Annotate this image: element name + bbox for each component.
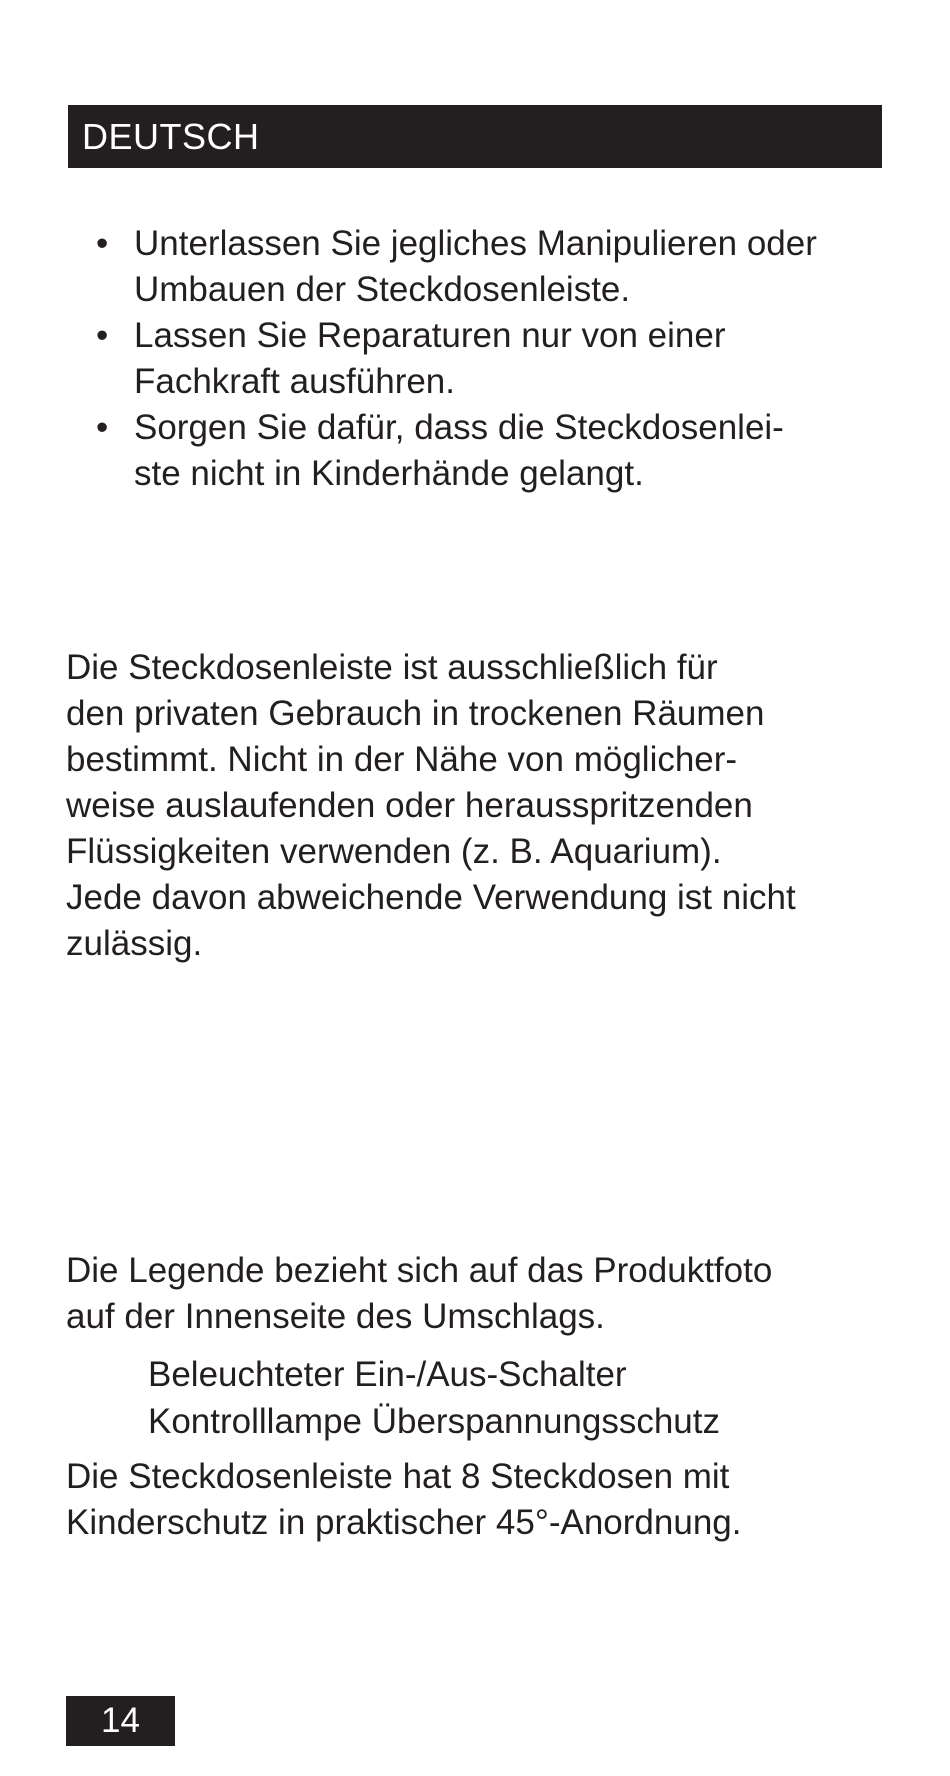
bullet-icon: •: [96, 316, 109, 355]
bullet-icon: •: [96, 408, 109, 447]
list-item: [94, 221, 914, 313]
safety-bullet-list: [94, 221, 914, 497]
language-label: DEUTSCH: [82, 116, 260, 157]
legend-item-indicator: Kontrolllampe Überspannungsschutz: [148, 1402, 720, 1441]
list-item: [94, 405, 914, 497]
sockets-description-paragraph: Die Steckdosenleiste hat 8 Steckdosen mit Kinderschutz in praktischer 45°-Anordnung.: [66, 1457, 742, 1542]
bullet-icon: •: [96, 224, 109, 263]
bullet-text: Lassen Sie Reparaturen nur von einer Fachkraft ausführen.: [134, 316, 726, 401]
page-number: 14: [66, 1696, 175, 1746]
bullet-text: Sorgen Sie dafür, dass die Steckdosenlei- ste nicht in Kinderhände gelangt.: [134, 408, 784, 493]
language-header: [68, 105, 882, 168]
bullet-text: Unterlassen Sie jegliches Manipulieren oder Umbauen der Steckdosenleiste.: [134, 224, 817, 309]
legend-intro-paragraph: Die Legende bezieht sich auf das Produktfoto auf der Innenseite des Umschlags.: [66, 1251, 773, 1336]
legend-item-list: [148, 1351, 720, 1445]
list-item: [94, 313, 914, 405]
legend-item-switch: Beleuchteter Ein-/Aus-Schalter: [148, 1355, 627, 1394]
intended-use-paragraph: Die Steckdosenleiste ist ausschließlich für den privaten Gebrauch in trockenen Räumen bestimmt. Nicht in der Nähe von möglicher- weise auslaufenden oder herausspritzenden Flüssigkeiten verwenden (z. B. Aquarium). Jede davon abweichende Verwendung ist nicht zulässig.: [66, 648, 796, 963]
